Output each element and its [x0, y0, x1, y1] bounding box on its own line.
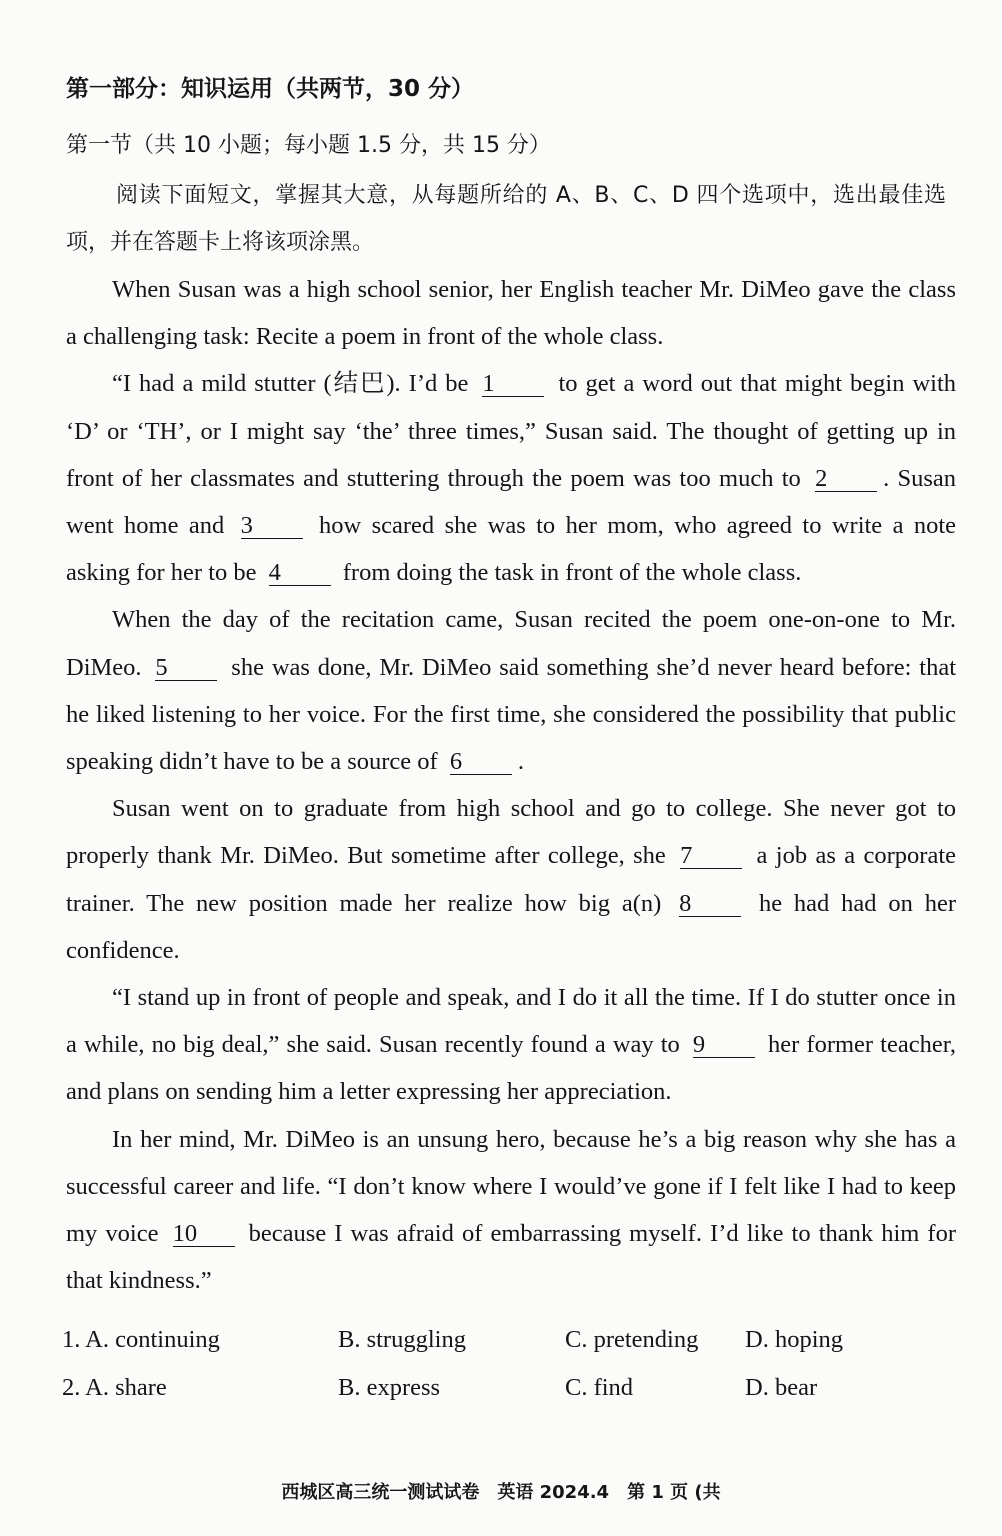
instructions: 阅读下面短文，掌握其大意，从每题所给的 A、B、C、D 四个选项中，选出最佳选项，并在答题卡上将该项涂黑。	[66, 183, 946, 255]
paragraph-text: When Susan was a high school senior, her English teacher Mr. DiMeo gave the class a challenging task: Recite a poem in front of the whole class.	[66, 276, 956, 351]
option-c: C. pretending	[565, 1326, 699, 1353]
paragraph-text: Susan went on to graduate from high school and go to college. She never got to properly thank Mr. DiMeo. But sometime after college, she	[66, 795, 956, 870]
paragraph-text: she was done, Mr. DiMeo said something she’d never heard before: that he liked listening to her voice. For the first time, she considered the possibility that public speaking didn’t have to be a source of	[66, 653, 957, 776]
paragraph-text: When the day of the recitation came, Susan recited the poem one-on-one to Mr. DiMeo.	[66, 606, 956, 681]
blank-4: 4	[269, 561, 331, 586]
part-title: 第一部分：知识运用（共两节，30 分）	[66, 76, 475, 102]
option-c: C. find	[565, 1374, 634, 1401]
blank-3: 3	[241, 514, 303, 539]
page-footer: 西城区高三统一测试试卷 英语 2024.4 第 1 页 (共	[281, 1482, 721, 1503]
paragraph-text: a job as a corporate trainer. The new position made her realize how big a(n)	[66, 842, 957, 917]
paragraph-text: her former teacher, and plans on sending him a letter expressing her appreciation.	[66, 1031, 957, 1106]
paragraph-text: . Susan went home and	[66, 464, 956, 540]
paragraph-text: because I was afraid of embarrassing myself. I’d like to thank him for that kindness.”	[66, 1220, 956, 1295]
paragraph-text: to get a word out that might begin with ‘D’ or ‘TH’, or I might say ‘the’ three times,” Susan said. The thought of getting up in front of her classmates and stuttering through the poem was too much to	[66, 370, 957, 492]
option-b: B. express	[338, 1374, 441, 1401]
blank-7: 7	[680, 844, 742, 869]
paragraph-text: from doing the task in front of the whole class.	[342, 559, 802, 587]
paragraph-5	[66, 974, 956, 1116]
cloze-passage	[66, 266, 956, 1304]
paragraph-text: how scared she was to her mom, who agreed to write a note asking for her to be	[66, 512, 957, 587]
paragraph-6	[66, 1116, 956, 1305]
blank-9: 9	[693, 1033, 755, 1058]
question-2-options	[62, 1374, 942, 1422]
question-1-options	[62, 1326, 942, 1374]
paragraph-3	[66, 596, 956, 785]
blank-10: 10	[173, 1222, 235, 1247]
option-d: D. bear	[745, 1374, 818, 1401]
paragraph-text: he had had on her confidence.	[66, 889, 956, 964]
blank-6: 6	[450, 750, 512, 775]
option-a: 1. A. continuing	[62, 1326, 220, 1353]
answer-options	[62, 1326, 942, 1422]
blank-1: 1	[482, 372, 544, 397]
blank-8: 8	[679, 892, 741, 917]
paragraph-text: In her mind, Mr. DiMeo is an unsung hero, because he’s a big reason why she has a successful career and life. “I don’t know where I would’ve gone if I felt like I had to keep my voice	[66, 1125, 956, 1248]
option-a: 2. A. share	[62, 1374, 167, 1401]
paragraph-4	[66, 785, 956, 974]
blank-5: 5	[155, 656, 217, 681]
paragraph-text: .	[517, 748, 524, 776]
blank-2: 2	[815, 467, 877, 492]
paragraph-2	[66, 360, 956, 596]
option-d: D. hoping	[745, 1326, 843, 1353]
section-title: 第一节（共 10 小题；每小题 1.5 分，共 15 分）	[66, 133, 551, 158]
paragraph-text: “I stand up in front of people and speak, and I do it all the time. If I do stutter once in a while, no big deal,” she said. Susan recently found a way to	[66, 984, 956, 1059]
paragraph-text: “I had a mild stutter (结巴). I’d be	[112, 370, 469, 398]
paragraph-1	[66, 266, 956, 360]
option-b: B. struggling	[338, 1326, 466, 1353]
